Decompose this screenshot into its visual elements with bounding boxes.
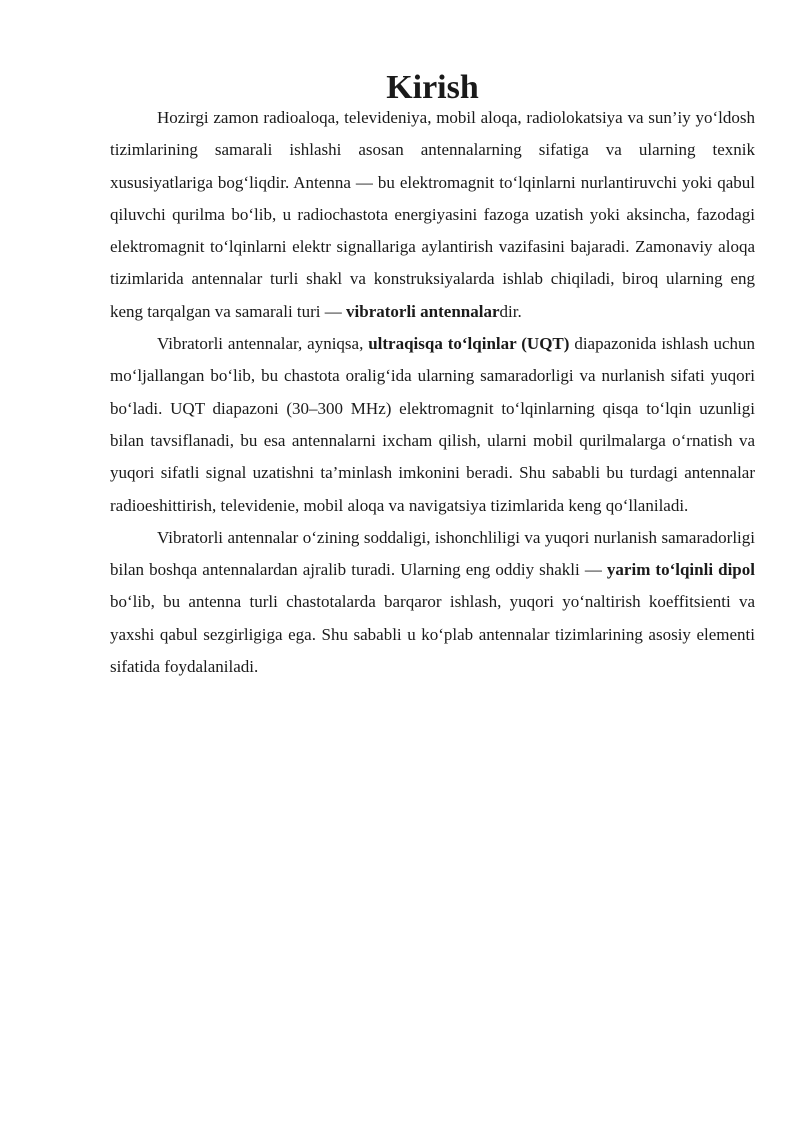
paragraph-uqt (110, 328, 755, 522)
paragraph-text: Vibratorli antennalar o‘zining soddaligi, ishonchliligi va yuqori nurlanish samaradorligi bilan boshqa antennalardan ajralib turadi. Ularning eng oddiy shakli — (110, 527, 755, 580)
paragraph-text: dir. (499, 301, 522, 321)
paragraph-dipole (110, 522, 755, 683)
paragraph-text: Hozirgi zamon radioaloqa, televideniya, mobil aloqa, radiolokatsiya va sun’iy yo‘ldosh tizimlarining samarali ishlashi asosan antennalarning sifatiga va ularning texnik xususiyatlariga bog‘liqdir. Antenna — bu elektromagnit to‘lqinlarni nurlantiruvchi yoki qabul qiluvchi qurilma bo‘lib, u radiochastota energiyasini fazoga uzatish yoki aksincha, fazodagi elektromagnit to‘lqinlarni elektr signallariga aylantirish vazifasini bajaradi. Zamonaviy aloqa tizimlarida antennalar turli shakl va konstruksiyalarda ishlab chiqiladi, biroq ularning eng keng tarqalgan va samarali turi — (110, 108, 755, 321)
section-heading: Kirish (386, 69, 479, 106)
paragraph-intro (110, 102, 755, 328)
bold-term: yarim to‘lqinli dipol (606, 560, 755, 580)
paragraph-text: Vibratorli antennalar, ayniqsa, (157, 334, 369, 354)
paragraph-text: bo‘lib, bu antenna turli chastotalarda barqaror ishlash, yuqori yo‘naltirish koeffitsienti va yaxshi qabul sezgirligiga ega. Shu sababli u ko‘plab antennalar tizimlarining asosiy elementi sifatida foydalaniladi. (110, 592, 755, 677)
document-body (110, 69, 755, 683)
bold-term: vibratorli antennalar (346, 301, 500, 321)
paragraph-text: diapazonida ishlash uchun mo‘ljallangan bo‘lib, bu chastota oralig‘ida ularning samaradorligi va nurlanish sifati yuqori bo‘ladi. UQT diapazoni (30–300 MHz) elektromagnit to‘lqinlarning qisqa to‘lqin uzunligi bilan tavsiflanadi, bu esa antennalarni ixcham qilish, ularni mobil qurilmalarga o‘rnatish va yuqori sifatli signal uzatishni ta’minlash imkonini beradi. Shu sababli bu turdagi antennalar radioeshittirish, televidenie, mobil aloqa va navigatsiya tizimlarida keng qo‘llaniladi. (110, 334, 755, 515)
bold-term: ultraqisqa to‘lqinlar (UQT) (368, 334, 570, 354)
